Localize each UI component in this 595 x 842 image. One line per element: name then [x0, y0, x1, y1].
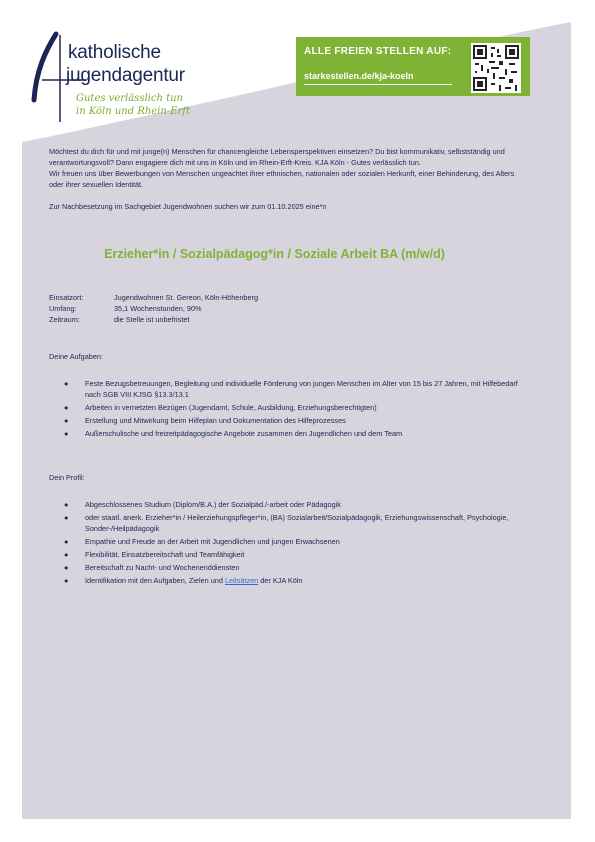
- profile-list: [61, 499, 531, 588]
- list-item-text: oder staatl. anerk. Erzieher*in / Heilerziehungspfleger*in, (BA) Sozialarbeit/Sozialpädagogik, Erziehungswissenschaft, Psychologie, Sonder-/Heilpädagogik: [85, 513, 509, 533]
- detail-label: Zeitraum:: [49, 315, 80, 324]
- detail-value: 35,1 Wochenstunden, 90%: [114, 304, 202, 313]
- list-item-text: Bereitschaft zu Nacht- und Wochenenddiensten: [85, 563, 240, 572]
- detail-label: Umfang:: [49, 304, 77, 313]
- bullet-icon: ●: [64, 563, 69, 572]
- list-item: [61, 378, 531, 400]
- bullet-icon: ●: [64, 537, 69, 546]
- list-item: [61, 499, 531, 510]
- intro-paragraph: Zur Nachbesetzung im Sachgebiet Jugendwohnen suchen wir zum 01.10.2025 eine*n: [49, 202, 327, 211]
- bullet-icon: ●: [64, 576, 69, 585]
- bullet-icon: ●: [64, 500, 69, 509]
- intro-paragraph: Möchtest du dich für und mit junge(n) Menschen für chancengleiche Lebensperspektiven einsetzen? Du bist kommunikativ, selbstständig und verantwortungsvoll? Dann engagiere dich mit uns in Köln und im Rhein-Erft-Kreis. KJA Köln - Gutes verlässlich tun.: [49, 147, 505, 167]
- list-item-text: Flexibilität, Einsatzbereitschaft und Teamfähigkeit: [85, 550, 245, 559]
- leitsaetze-link[interactable]: Leitsätzen: [224, 576, 259, 585]
- bullet-icon: ●: [64, 429, 69, 438]
- list-item-text: Außerschulische und freizeitpädagogische Angebote zusammen den Jugendlichen und dem Team: [85, 429, 403, 438]
- kja-logo: [28, 30, 248, 135]
- logo-line-2: jugendagentur: [66, 65, 185, 86]
- list-item-text: Abgeschlossenes Studium (Diplom/B.A.) der Sozialpäd./-arbeit oder Pädagogik: [85, 500, 341, 509]
- job-title: Erzieher*in / Sozialpädagog*in / Soziale Arbeit BA (m/w/d): [104, 247, 445, 261]
- bullet-icon: ●: [64, 416, 69, 425]
- bullet-icon: ●: [64, 550, 69, 559]
- qr-code-icon[interactable]: [471, 43, 521, 93]
- list-item: [61, 575, 531, 586]
- list-item-text: Erstellung und Mitwirkung beim Hilfeplan und Dokumentation des Hilfeprozesses: [85, 416, 346, 425]
- list-item: [61, 512, 531, 534]
- bullet-icon: ●: [64, 403, 69, 412]
- list-item-text: Arbeiten in vernetzten Bezügen (Jugendamt, Schule, Ausbildung, Erziehungsberechtigten): [85, 403, 377, 412]
- list-item: [61, 536, 531, 547]
- list-item-text: Empathie und Freude an der Arbeit mit Jugendlichen und jungen Erwachsenen: [85, 537, 340, 546]
- logo-tagline-1: Gutes verlässlich tun: [76, 93, 183, 104]
- text-fragment: der KJA Köln: [258, 576, 303, 585]
- text-fragment: Identifikation mit den Aufgaben, Zielen und: [85, 576, 225, 585]
- list-item: [61, 402, 531, 413]
- detail-value: die Stelle ist unbefristet: [114, 315, 190, 324]
- detail-value: Jugendwohnen St. Gereon, Köln-Höhenberg: [114, 293, 259, 302]
- banner-url-link[interactable]: starkestellen.de/kja-koeln: [304, 71, 414, 81]
- detail-row: [49, 303, 258, 314]
- list-item: [61, 428, 531, 439]
- jobs-banner[interactable]: [296, 37, 530, 96]
- job-details: [49, 292, 258, 325]
- list-item-text: Feste Bezugsbetreuungen, Begleitung und individuelle Förderung von jungen Menschen im Alter von 15 bis 27 Jahren, mit Hilfebedarf nach SGB VIII KJSG §13.3/13.1: [85, 379, 518, 399]
- bullet-icon: ●: [64, 513, 69, 522]
- banner-url-underline: [304, 84, 452, 85]
- intro-text: [49, 146, 529, 212]
- bullet-icon: ●: [64, 379, 69, 388]
- detail-row: [49, 292, 258, 303]
- list-item: [61, 415, 531, 426]
- banner-title: ALLE FREIEN STELLEN AUF:: [304, 46, 452, 57]
- detail-label: Einsatzort:: [49, 293, 84, 302]
- profile-heading: Dein Profil:: [49, 473, 85, 482]
- tasks-heading: Deine Aufgaben:: [49, 352, 103, 361]
- list-item: [61, 549, 531, 560]
- list-item-text: [85, 576, 302, 585]
- tasks-list: [61, 378, 531, 441]
- intro-paragraph: Wir freuen uns über Bewerbungen von Menschen ungeachtet ihrer ethnischen, nationalen oder sozialen Herkunft, einer Behinderung, des Alters oder ihrer sexuellen Identität.: [49, 169, 515, 189]
- logo-tagline-2: in Köln und Rhein-Erft: [76, 106, 191, 117]
- detail-row: [49, 314, 258, 325]
- logo-line-1: katholische: [68, 42, 161, 63]
- list-item: [61, 562, 531, 573]
